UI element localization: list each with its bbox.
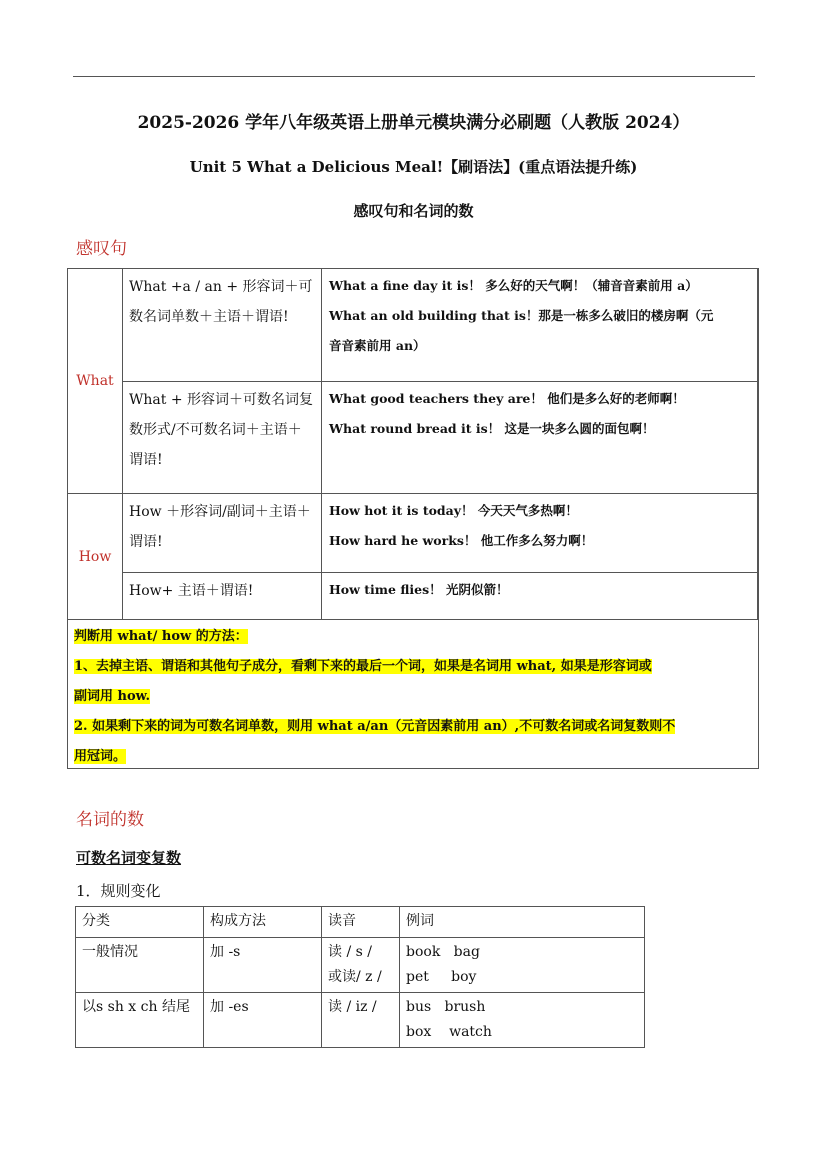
plural-rules-table [75,906,645,1048]
example-cell [322,269,758,382]
method-cell: 加 -s [204,938,322,993]
topic-title: 感叹句和名词的数 [353,202,474,220]
example-cell [322,382,758,494]
example-cell [322,573,758,620]
what-label: What [68,269,123,494]
header-rule [73,76,755,77]
header-cell: 分类 [76,907,204,938]
note-rule-1-cont: 副词用 how. [74,689,151,704]
example-line: What an old building that is！那是一栋多么破旧的楼房啊（元 [329,308,714,323]
pattern-cell: How ＋形容词/副词＋主语＋谓语! [123,494,322,573]
header-cell: 构成方法 [204,907,322,938]
sound-cell: 读 / iz / [322,993,400,1048]
example-words-cell: bus brush box watch [400,993,645,1048]
header-cell: 例词 [400,907,645,938]
how-label: How [68,494,123,620]
section-heading-nouns: 名词的数 [76,810,144,830]
subheading-plural: 可数名词变复数 [76,849,182,867]
page-title: 2025-2026 学年八年级英语上册单元模块满分必刷题（人教版 2024） [137,113,690,133]
list-item-regular: 1．规则变化 [76,882,161,900]
unit-title: Unit 5 What a Delicious Meal!【刷语法】(重点语法提升练) [189,158,638,176]
example-line: 音音素前用 an） [329,338,426,353]
section-heading-exclamation: 感叹句 [76,239,127,259]
category-cell: 一般情况 [76,938,204,993]
usage-note [68,620,758,772]
category-cell: 以s sh x ch 结尾 [76,993,204,1048]
note-rule-1: 1、去掉主语、谓语和其他句子成分，看剩下来的最后一个词，如果是名词用 what, 如果是形容词或 [74,659,652,674]
method-cell: 加 -es [204,993,322,1048]
note-rule-2: 2. 如果剩下来的词为可数名词单数，则用 what a/an（元音因素前用 an）,不可数名词或名词复数则不 [74,719,676,734]
example-cell [322,494,758,573]
example-line: How hot it is today！ 今天天气多热啊！ [329,503,578,518]
example-line: What good teachers they are！ 他们是多么好的老师啊！ [329,391,685,406]
example-line: What a fine day it is！ 多么好的天气啊！（辅音音素前用 a） [329,278,698,293]
exclamation-table [67,268,759,769]
header-cell: 读音 [322,907,400,938]
example-line: How hard he works！ 他工作多么努力啊！ [329,533,594,548]
example-line: What round bread it is！ 这是一块多么圆的面包啊！ [329,421,655,436]
note-title: 判断用 what/ how 的方法： [74,629,248,644]
sound-cell: 读 / s / 或读/ z / [322,938,400,993]
table-row [76,993,645,1048]
note-rule-2-cont: 用冠词。 [74,749,127,764]
example-line: How time flies！ 光阴似箭！ [329,582,509,597]
pattern-cell: What +a / an + 形容词＋可数名词单数＋主语＋谓语! [123,269,322,382]
pattern-cell: What + 形容词＋可数名词复数形式/不可数名词＋主语＋谓语! [123,382,322,494]
example-words-cell: book bag pet boy [400,938,645,993]
table-row [76,938,645,993]
pattern-cell: How+ 主语＋谓语! [123,573,322,620]
